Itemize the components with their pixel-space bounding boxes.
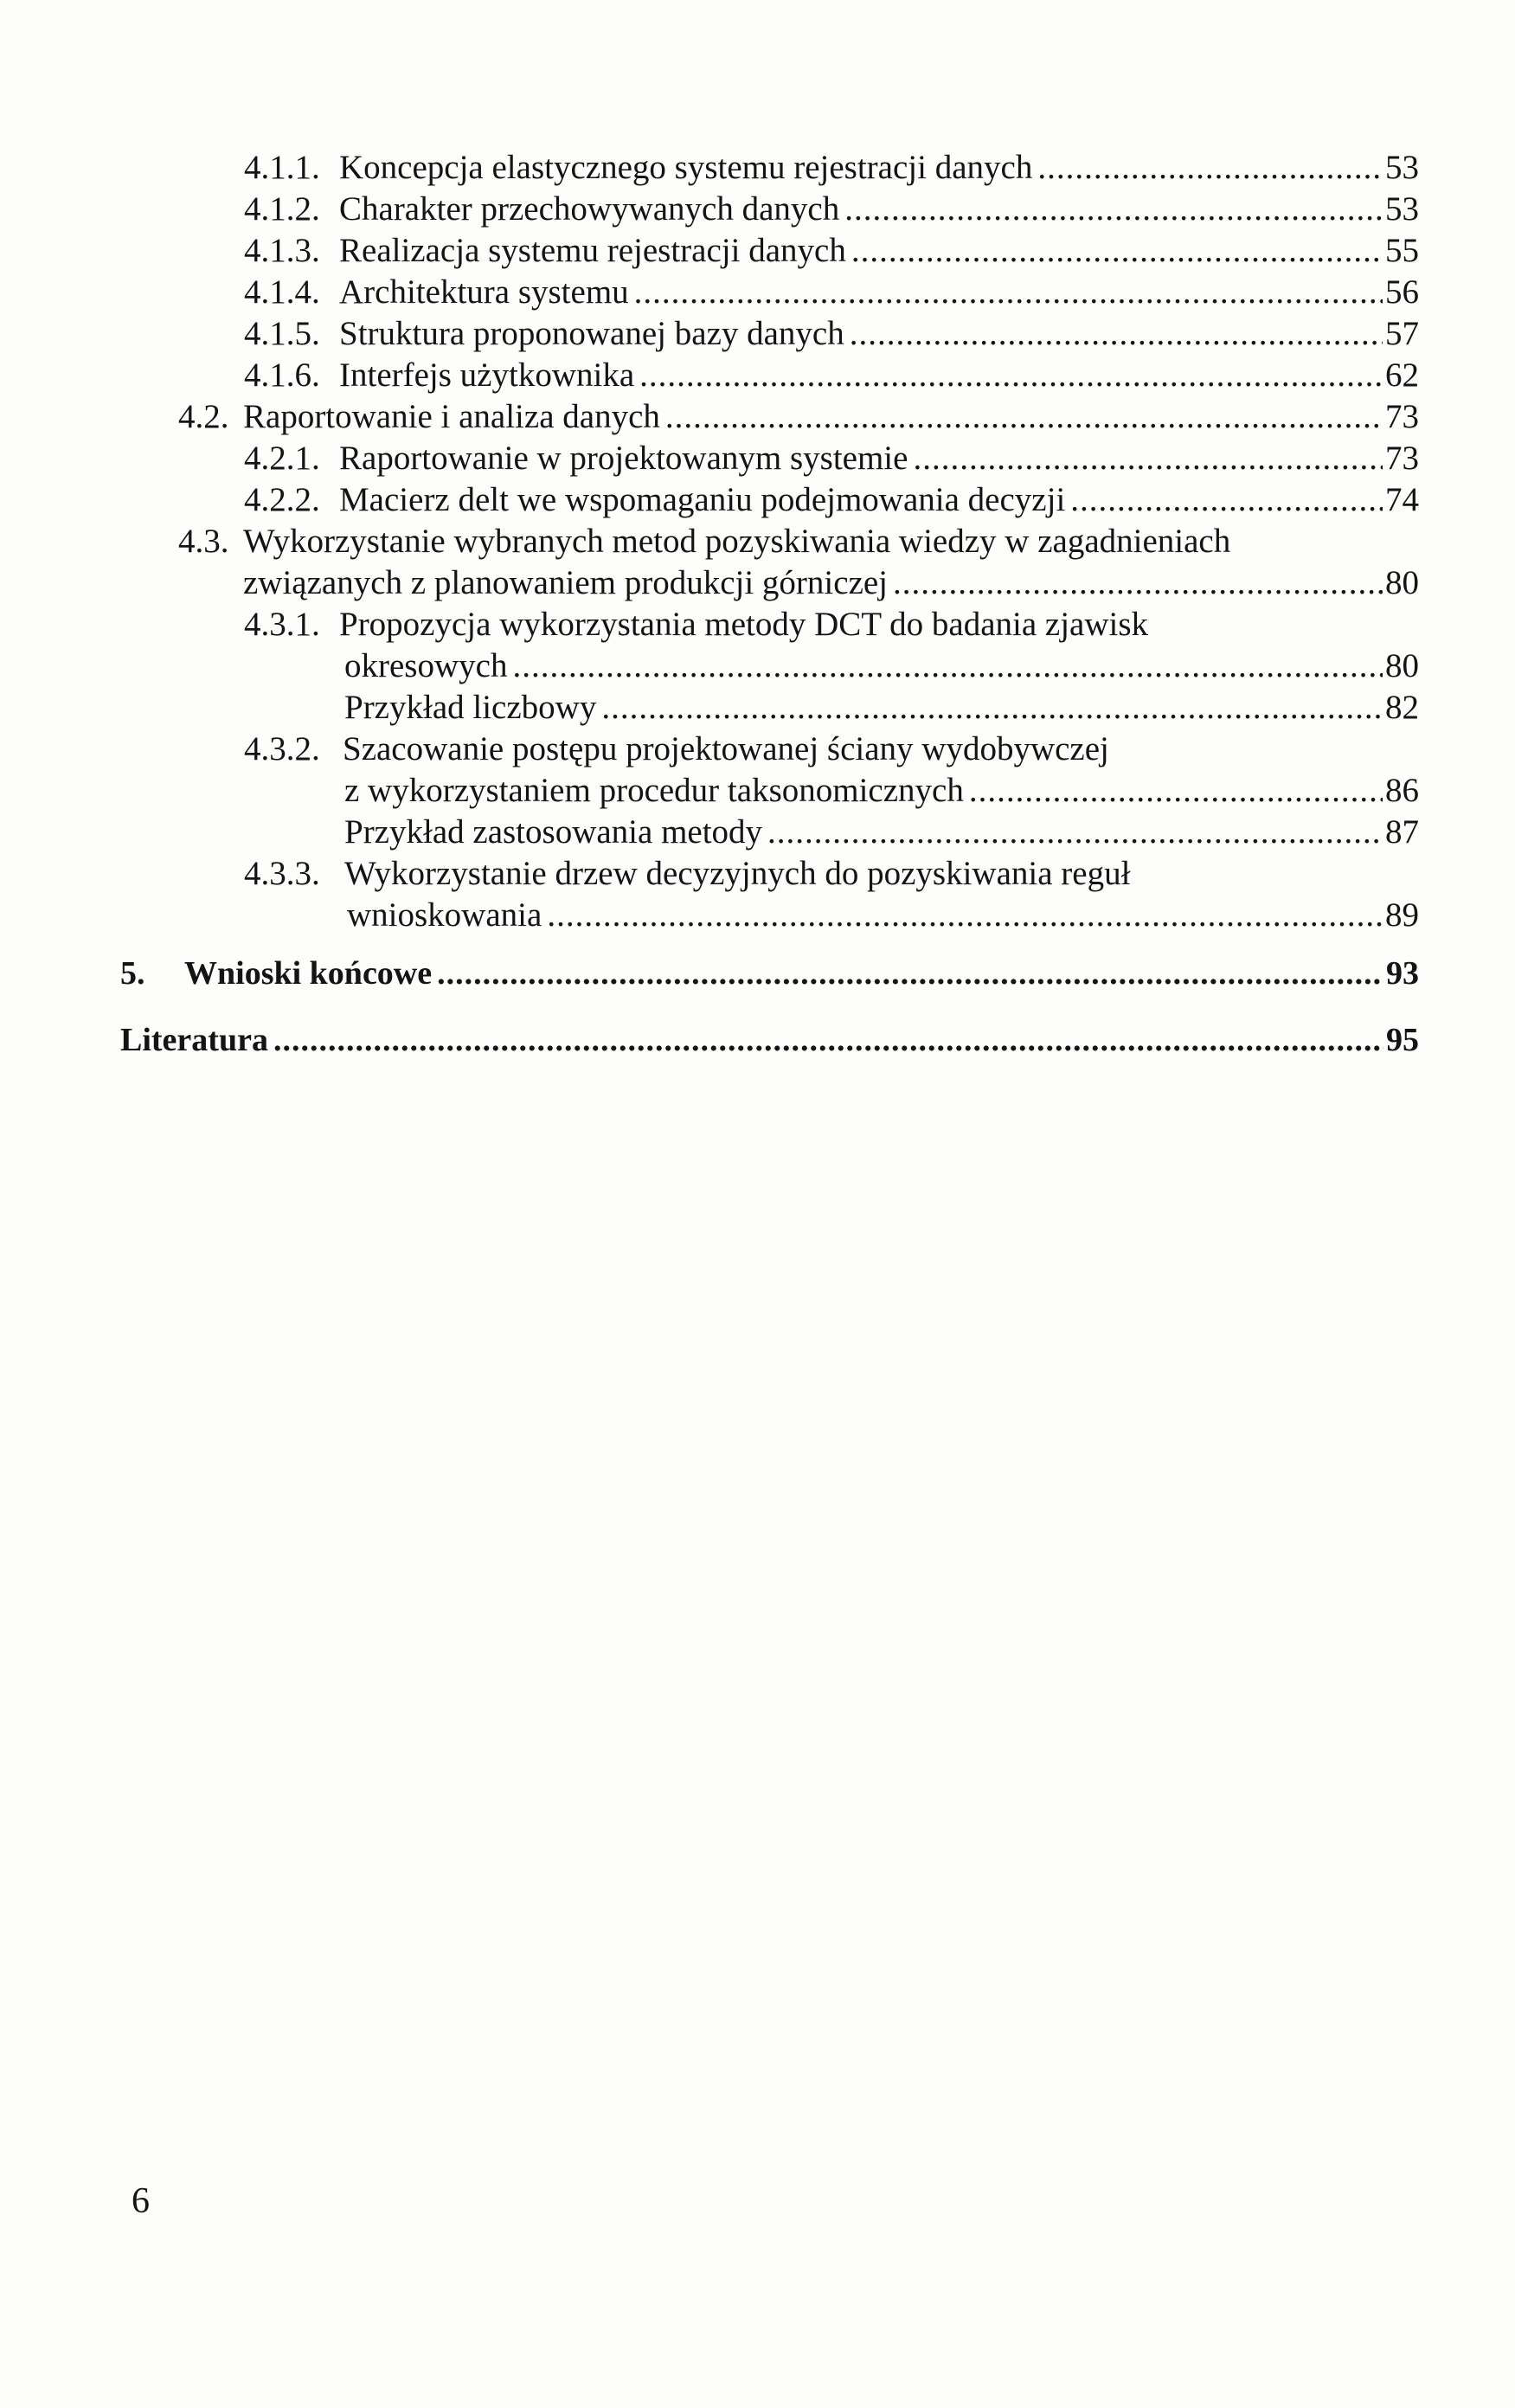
toc-entry-title-line: Szacowanie postępu projektowanej ściany wydobywczej bbox=[343, 730, 1109, 767]
toc-entry-page: 53 bbox=[1385, 190, 1419, 228]
toc-entry-title: Raportowanie w projektowanym systemie bbox=[339, 440, 908, 477]
dot-leader bbox=[665, 396, 1383, 438]
toc-entry-title: Realizacja systemu rejestracji danych bbox=[339, 232, 846, 269]
toc-entry-title: Wnioski końcowe bbox=[184, 955, 433, 992]
toc-entry bbox=[244, 230, 1419, 272]
toc-entry bbox=[244, 272, 1419, 313]
dot-leader bbox=[547, 895, 1383, 936]
toc-entry-number: 4.1.2. bbox=[244, 190, 320, 228]
toc-entry bbox=[244, 313, 1419, 355]
toc-chapter-entry bbox=[120, 953, 1419, 994]
toc-chapter-entry bbox=[120, 1019, 1419, 1061]
toc-entry-number: 4.1.3. bbox=[244, 232, 320, 269]
dot-leader bbox=[844, 189, 1383, 230]
toc-entry-title: Struktura proponowanej bazy danych bbox=[339, 315, 844, 352]
dot-leader bbox=[639, 355, 1383, 396]
toc-entry bbox=[344, 812, 1419, 853]
toc-entry-title: Przykład zastosowania metody bbox=[344, 813, 763, 851]
toc-entry-number: 4.3.2. bbox=[244, 730, 320, 767]
toc-entry bbox=[244, 479, 1419, 521]
toc-entry-title: Charakter przechowywanych danych bbox=[339, 190, 840, 228]
toc-entry-title: okresowych bbox=[344, 647, 508, 684]
toc-entry-page: 82 bbox=[1385, 689, 1419, 726]
toc-entry-page: 73 bbox=[1385, 440, 1419, 477]
toc-entry bbox=[244, 438, 1419, 479]
toc-entry-page: 73 bbox=[1385, 398, 1419, 435]
dot-leader bbox=[512, 645, 1383, 687]
toc-entry-number: 4.3.3. bbox=[244, 855, 320, 892]
toc-entry-page: 53 bbox=[1385, 149, 1419, 186]
toc-entry bbox=[244, 189, 1419, 230]
toc-entry-title-line: Wykorzystanie wybranych metod pozyskiwania wiedzy w zagadnieniach bbox=[243, 523, 1231, 560]
dot-leader bbox=[850, 313, 1383, 355]
toc-entry-page: 86 bbox=[1385, 772, 1419, 809]
toc-entry-number: 5. bbox=[120, 955, 145, 992]
toc-entry-page: 74 bbox=[1385, 481, 1419, 518]
toc-entry-number: 4.2.2. bbox=[244, 481, 320, 518]
dot-leader bbox=[437, 953, 1383, 994]
toc-entry bbox=[344, 770, 1419, 812]
toc-entry-page: 62 bbox=[1385, 356, 1419, 394]
toc-entry-page: 55 bbox=[1385, 232, 1419, 269]
dot-leader bbox=[913, 438, 1383, 479]
toc-entry-title: Interfejs użytkownika bbox=[339, 356, 635, 394]
toc-entry-title-line: Propozycja wykorzystania metody DCT do badania zjawisk bbox=[339, 606, 1149, 643]
toc-entry-page: 56 bbox=[1385, 273, 1419, 311]
toc-entry bbox=[244, 147, 1419, 189]
toc-entry bbox=[344, 645, 1419, 687]
dot-leader bbox=[273, 1019, 1383, 1061]
dot-leader bbox=[1070, 479, 1383, 521]
toc-entry-title: Macierz delt we wspomaganiu podejmowania decyzji bbox=[339, 481, 1066, 518]
page-number: 6 bbox=[132, 2181, 150, 2221]
toc-entry-page: 89 bbox=[1385, 896, 1419, 934]
toc-entry-number: 4.3.1. bbox=[244, 606, 320, 643]
toc-entry-title: wnioskowania bbox=[347, 896, 542, 934]
toc-entry-title: Raportowanie i analiza danych bbox=[243, 398, 660, 435]
toc-entry-number: 4.1.4. bbox=[244, 273, 320, 311]
toc-entry-title: Literatura bbox=[120, 1022, 268, 1058]
toc-entry-number: 4.1.5. bbox=[244, 315, 320, 352]
toc-entry-title: z wykorzystaniem procedur taksonomicznych bbox=[344, 772, 964, 809]
toc-entry-number: 4.1.1. bbox=[244, 149, 320, 186]
toc-entry bbox=[347, 895, 1419, 936]
dot-leader bbox=[969, 770, 1383, 812]
dot-leader bbox=[1037, 147, 1383, 189]
toc-entry-page: 93 bbox=[1386, 955, 1419, 992]
toc-entry-page: 80 bbox=[1385, 564, 1419, 601]
toc-entry-title-line: Wykorzystanie drzew decyzyjnych do pozyskiwania reguł bbox=[344, 855, 1131, 892]
dot-leader bbox=[634, 272, 1383, 313]
toc-entry bbox=[243, 562, 1419, 604]
toc-entry-page: 87 bbox=[1385, 813, 1419, 851]
toc-entry-page: 95 bbox=[1386, 1022, 1419, 1058]
toc-entry bbox=[178, 396, 1419, 438]
toc-entry-number: 4.1.6. bbox=[244, 356, 320, 394]
toc-entry-title: związanych z planowaniem produkcji górniczej bbox=[243, 564, 889, 601]
dot-leader bbox=[767, 812, 1383, 853]
toc-entry-title: Koncepcja elastycznego systemu rejestracji danych bbox=[339, 149, 1033, 186]
toc-entry-page: 80 bbox=[1385, 647, 1419, 684]
dot-leader bbox=[851, 230, 1383, 272]
toc-entry-title: Przykład liczbowy bbox=[344, 689, 597, 726]
dot-leader bbox=[893, 562, 1383, 604]
toc-entry bbox=[244, 355, 1419, 396]
toc-entry-page: 57 bbox=[1385, 315, 1419, 352]
toc-entry-number: 4.2. bbox=[178, 398, 229, 435]
toc-entry-number: 4.3. bbox=[178, 523, 229, 560]
toc-entry-title: Architektura systemu bbox=[339, 273, 629, 311]
toc-entry bbox=[344, 687, 1419, 729]
dot-leader bbox=[601, 687, 1383, 729]
toc-entry-number: 4.2.1. bbox=[244, 440, 320, 477]
